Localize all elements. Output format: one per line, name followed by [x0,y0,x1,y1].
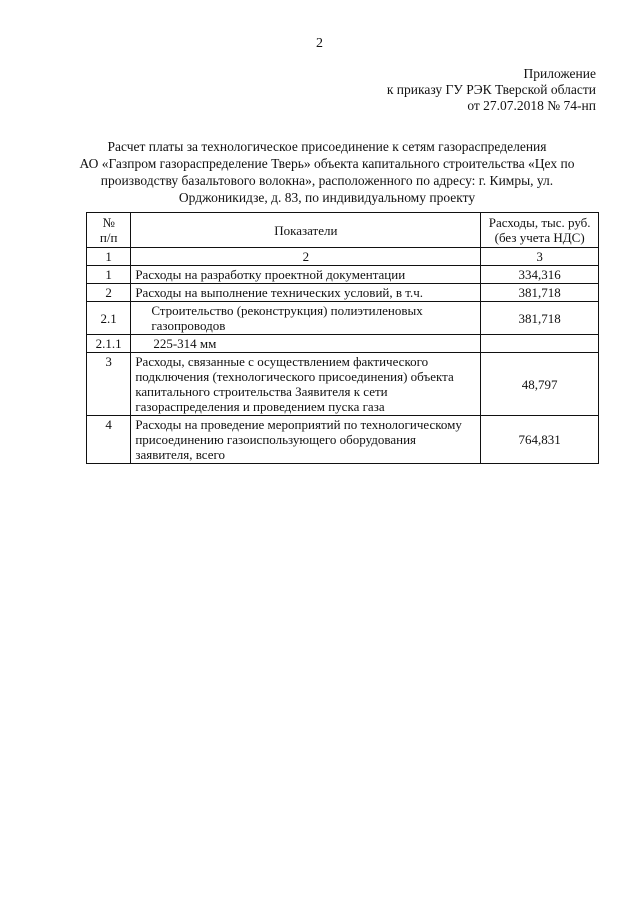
page-number: 2 [316,36,323,51]
row-value: 48,797 [481,353,599,416]
row-indicator: Строительство (реконструкция) полиэтиленовых газопроводов [131,302,481,335]
table-row [87,353,599,416]
document-title [60,138,594,206]
header-cost-line-1: Расходы, тыс. руб. [488,215,591,230]
title-line-3: производству базальтового волокна», расположенного по адресу: г. Кимры, ул. [100,173,554,188]
row-indicator: Расходы, связанные с осуществлением фактического подключения (технологического присоединения) объекта капитального строительства Заявителя к сети газораспределения и проведением пуска газа [131,353,481,416]
row-number: 3 [87,353,131,416]
row-value [481,335,599,353]
cost-table [86,212,599,464]
header-cost [481,213,599,248]
title-line-2: АО «Газпром газораспределение Тверь» объекта капитального строительства «Цех по [79,156,575,171]
row-number: 4 [87,416,131,464]
row-number: 1 [87,266,131,284]
row-indicator: Расходы на выполнение технических условий, в т.ч. [131,284,481,302]
header-number-line-1: № [102,215,115,230]
row-value: 381,718 [481,284,599,302]
header-indicator: Показатели [131,213,481,248]
appendix-block [387,66,596,114]
row-value: 334,316 [481,266,599,284]
table-index-row [87,248,599,266]
table-header-row [87,213,599,248]
header-cost-line-2: (без учета НДС) [494,230,585,245]
table-row [87,335,599,353]
title-line-4: Орджоникидзе, д. 83, по индивидуальному проекту [178,190,476,205]
row-number: 2.1 [87,302,131,335]
table-row [87,284,599,302]
appendix-line-1: Приложение [523,66,596,81]
row-indicator: Расходы на проведение мероприятий по технологическому присоединению газоиспользующего оборудования заявителя, всего [131,416,481,464]
table-row [87,266,599,284]
index-cell-3: 3 [481,248,599,266]
row-number: 2.1.1 [87,335,131,353]
row-value: 381,718 [481,302,599,335]
row-indicator: 225-314 мм [131,335,481,353]
row-indicator: Расходы на разработку проектной документации [131,266,481,284]
row-number: 2 [87,284,131,302]
table-row [87,416,599,464]
appendix-line-3: от 27.07.2018 № 74-нп [467,98,596,113]
row-value: 764,831 [481,416,599,464]
title-line-1: Расчет платы за технологическое присоединение к сетям газораспределения [107,139,547,154]
index-cell-1: 1 [87,248,131,266]
header-number [87,213,131,248]
header-number-line-2: п/п [99,230,118,245]
index-cell-2: 2 [131,248,481,266]
table-row [87,302,599,335]
appendix-line-2: к приказу ГУ РЭК Тверской области [386,82,596,97]
